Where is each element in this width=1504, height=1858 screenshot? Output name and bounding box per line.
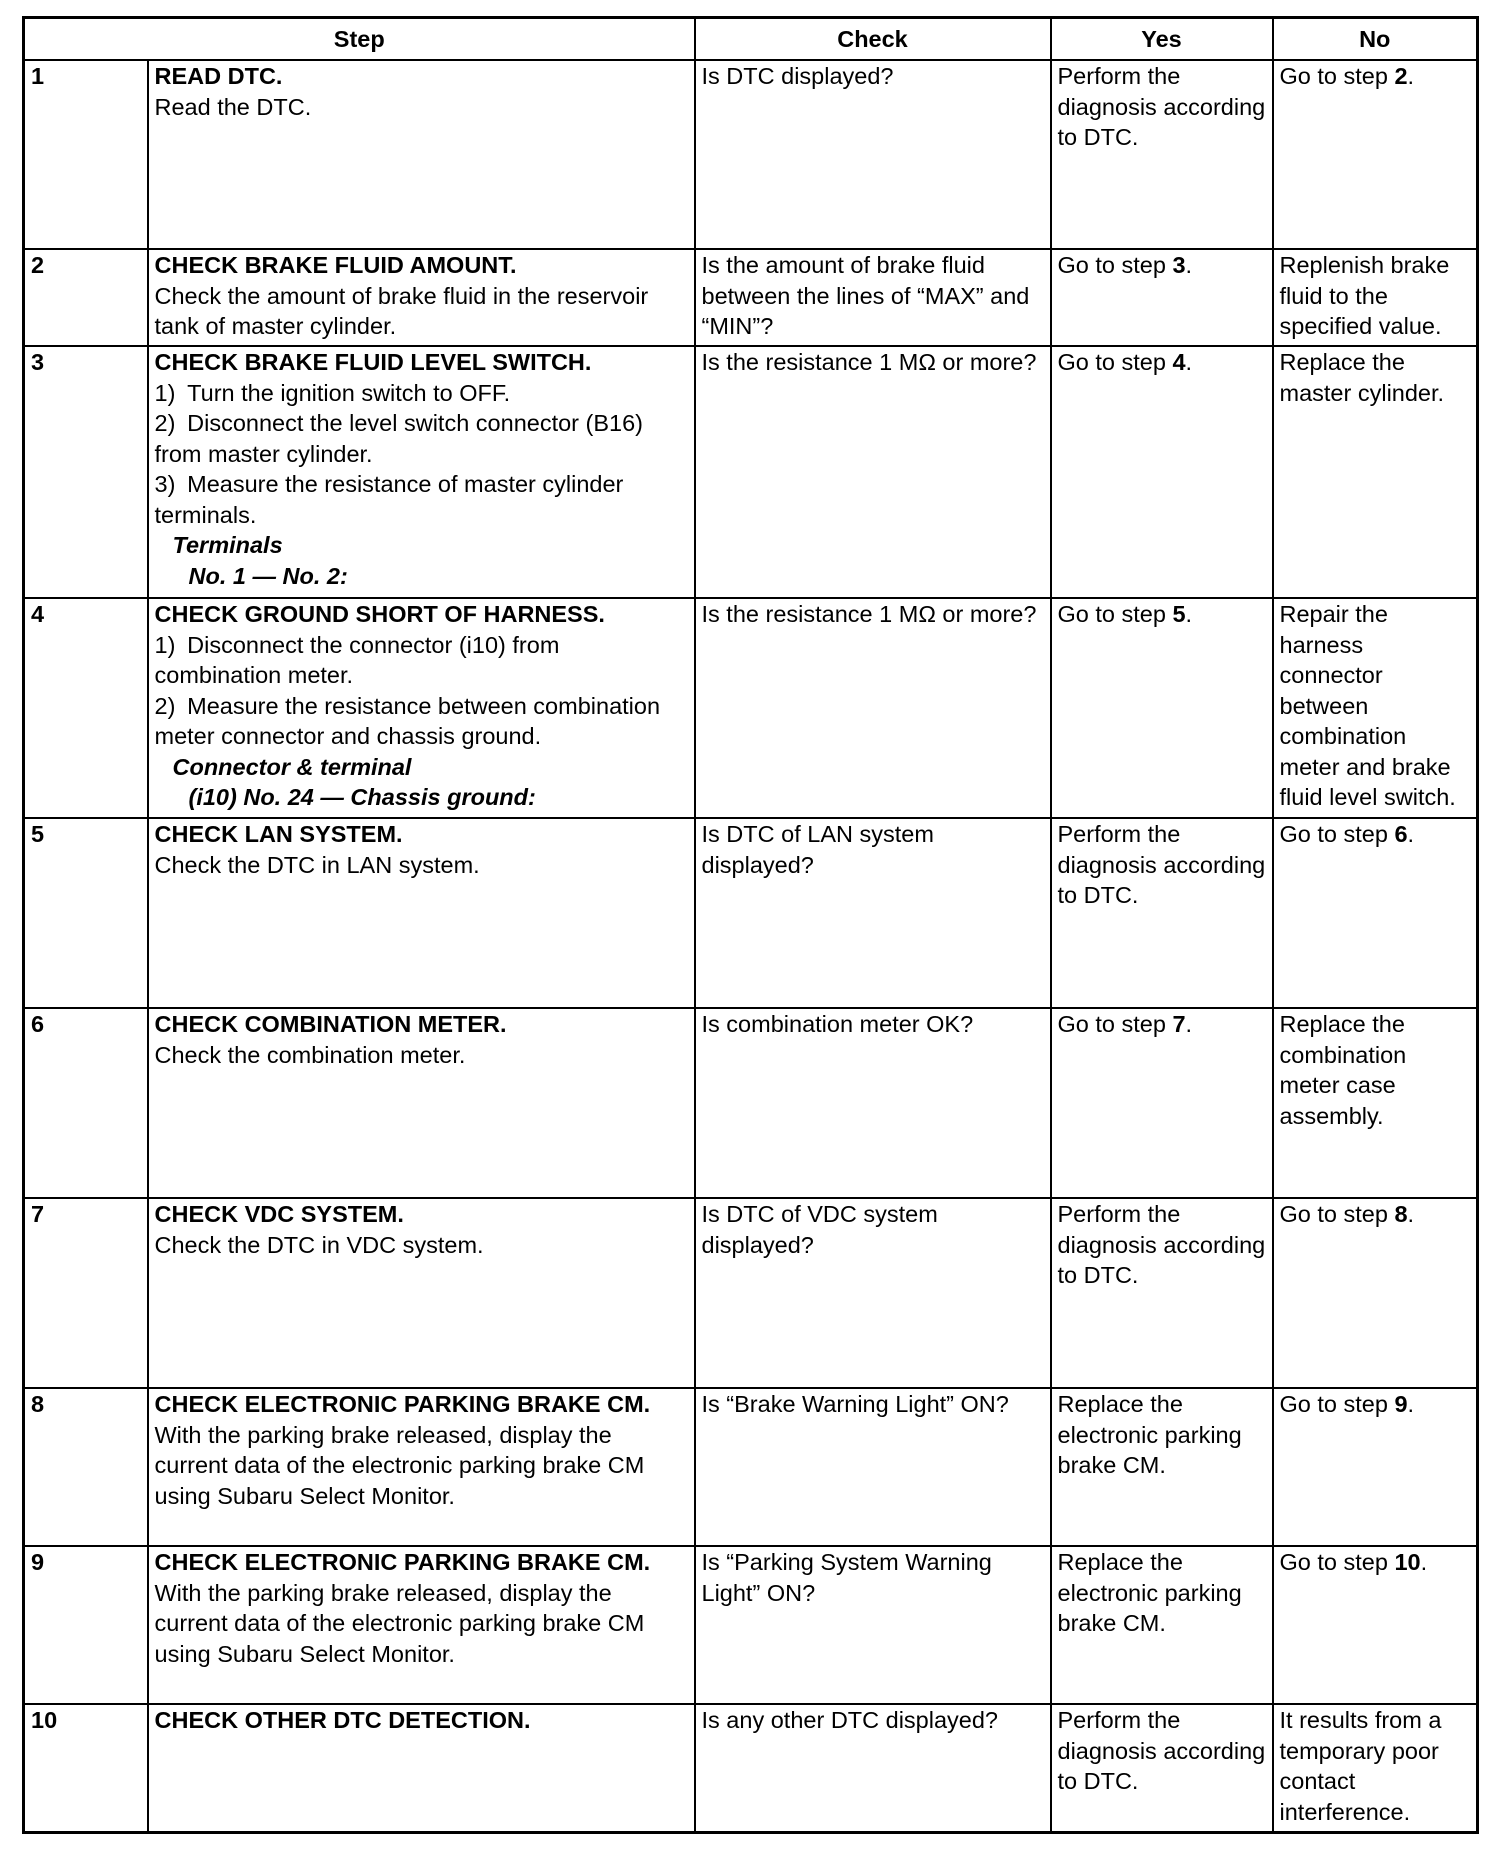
check-cell: Is DTC of VDC system displayed? (695, 1198, 1051, 1388)
step-cell (148, 249, 695, 346)
no-prefix: Go to step (1279, 1549, 1395, 1575)
step-title: CHECK LAN SYSTEM. (154, 821, 403, 847)
step-line: 1) Turn the ignition switch to OFF. (154, 379, 511, 406)
step-title: CHECK ELECTRONIC PARKING BRAKE CM. (154, 1391, 651, 1417)
yes-cell (1051, 598, 1273, 818)
step-number: 7 (24, 1198, 148, 1388)
step-line: 1) Disconnect the connector (i10) from combination meter. (154, 631, 560, 688)
no-step-ref: 9 (1394, 1391, 1408, 1417)
no-prefix: Go to step (1279, 1391, 1395, 1417)
diagnostic-table (22, 16, 1479, 1834)
header-yes: Yes (1051, 18, 1273, 61)
step-cell (148, 598, 695, 818)
step-line: With the parking brake released, display the current data of the electronic parking brake CM using Subaru Select Monitor. (154, 1579, 645, 1667)
yes-cell: Replace the electronic parking brake CM. (1051, 1546, 1273, 1704)
step-title: CHECK GROUND SHORT OF HARNESS. (154, 601, 605, 627)
yes-prefix: Go to step (1057, 601, 1173, 627)
yes-cell (1051, 1008, 1273, 1198)
step-cell (148, 1198, 695, 1388)
no-cell: It results from a temporary poor contact interference. (1273, 1704, 1478, 1832)
no-cell: Replenish brake fluid to the specified value. (1273, 249, 1478, 346)
yes-suffix: . (1185, 601, 1193, 627)
yes-cell: Perform the diagnosis according to DTC. (1051, 818, 1273, 1008)
yes-cell (1051, 346, 1273, 598)
no-suffix: . (1420, 1549, 1428, 1575)
yes-prefix: Go to step (1057, 349, 1173, 375)
step-line: With the parking brake released, display the current data of the electronic parking brake CM using Subaru Select Monitor. (154, 1421, 645, 1509)
no-cell (1273, 1388, 1478, 1546)
terminals-value: No. 1 — No. 2: (188, 562, 348, 589)
yes-step-ref: 7 (1172, 1011, 1186, 1037)
no-cell (1273, 60, 1478, 249)
terminals-label: Terminals (172, 532, 283, 558)
table-row (24, 249, 1478, 346)
step-number: 3 (24, 346, 148, 598)
step-cell (148, 1388, 695, 1546)
header-no: No (1273, 18, 1478, 61)
table-row (24, 818, 1478, 1008)
step-line: Check the DTC in LAN system. (154, 851, 480, 878)
table-row (24, 1704, 1478, 1832)
step-number: 10 (24, 1704, 148, 1832)
table-row (24, 598, 1478, 818)
step-title: CHECK BRAKE FLUID LEVEL SWITCH. (154, 349, 592, 375)
step-line: Read the DTC. (154, 93, 312, 120)
step-number: 9 (24, 1546, 148, 1704)
table-row (24, 1388, 1478, 1546)
step-number: 6 (24, 1008, 148, 1198)
step-number: 1 (24, 60, 148, 249)
yes-suffix: . (1185, 349, 1193, 375)
check-cell: Is any other DTC displayed? (695, 1704, 1051, 1832)
no-step-ref: 10 (1394, 1549, 1421, 1575)
no-suffix: . (1407, 1391, 1415, 1417)
step-line: Check the DTC in VDC system. (154, 1231, 484, 1258)
connector-label: Connector & terminal (172, 753, 412, 780)
yes-step-ref: 5 (1172, 601, 1186, 627)
no-prefix: Go to step (1279, 821, 1395, 847)
step-title: CHECK VDC SYSTEM. (154, 1201, 404, 1227)
table-row (24, 346, 1478, 598)
step-title: CHECK BRAKE FLUID AMOUNT. (154, 252, 517, 278)
table-row (24, 1008, 1478, 1198)
step-cell (148, 1546, 695, 1704)
header-check: Check (695, 18, 1051, 61)
no-cell (1273, 1198, 1478, 1388)
check-cell: Is “Parking System Warning Light” ON? (695, 1546, 1051, 1704)
step-title: CHECK COMBINATION METER. (154, 1011, 507, 1037)
step-cell (148, 60, 695, 249)
no-prefix: Go to step (1279, 1201, 1395, 1227)
step-number: 4 (24, 598, 148, 818)
yes-suffix: . (1185, 1011, 1193, 1037)
no-cell: Replace the combination meter case assembly. (1273, 1008, 1478, 1198)
check-cell: Is the resistance 1 MΩ or more? (695, 598, 1051, 818)
step-line: 2) Measure the resistance between combination meter connector and chassis ground. (154, 692, 661, 749)
step-cell (148, 1704, 695, 1832)
step-number: 8 (24, 1388, 148, 1546)
no-suffix: . (1407, 821, 1415, 847)
yes-step-ref: 4 (1172, 349, 1186, 375)
yes-step-ref: 3 (1172, 252, 1186, 278)
header-row (24, 18, 1478, 61)
no-step-ref: 8 (1394, 1201, 1408, 1227)
no-step-ref: 6 (1394, 821, 1408, 847)
check-cell: Is “Brake Warning Light” ON? (695, 1388, 1051, 1546)
step-title: CHECK OTHER DTC DETECTION. (154, 1707, 531, 1733)
check-cell: Is the amount of brake fluid between the lines of “MAX” and “MIN”? (695, 249, 1051, 346)
step-number: 2 (24, 249, 148, 346)
table-row (24, 60, 1478, 249)
step-title: READ DTC. (154, 63, 283, 89)
no-suffix: . (1407, 1201, 1415, 1227)
check-cell: Is the resistance 1 MΩ or more? (695, 346, 1051, 598)
table-row (24, 1546, 1478, 1704)
no-prefix: Go to step (1279, 63, 1395, 89)
yes-cell: Perform the diagnosis according to DTC. (1051, 1704, 1273, 1832)
step-line: Check the amount of brake fluid in the reservoir tank of master cylinder. (154, 282, 649, 339)
no-cell (1273, 1546, 1478, 1704)
yes-cell: Perform the diagnosis according to DTC. (1051, 1198, 1273, 1388)
connector-value: (i10) No. 24 — Chassis ground: (188, 784, 536, 810)
check-cell: Is DTC displayed? (695, 60, 1051, 249)
yes-cell (1051, 249, 1273, 346)
step-cell (148, 1008, 695, 1198)
no-suffix: . (1407, 63, 1415, 89)
yes-cell: Replace the electronic parking brake CM. (1051, 1388, 1273, 1546)
check-cell: Is DTC of LAN system displayed? (695, 818, 1051, 1008)
yes-prefix: Go to step (1057, 252, 1173, 278)
no-cell (1273, 818, 1478, 1008)
step-line: 3) Measure the resistance of master cylinder terminals. (154, 471, 624, 528)
header-step: Step (24, 18, 695, 61)
check-cell: Is combination meter OK? (695, 1008, 1051, 1198)
step-cell (148, 818, 695, 1008)
yes-prefix: Go to step (1057, 1011, 1173, 1037)
table-row (24, 1198, 1478, 1388)
yes-suffix: . (1185, 252, 1193, 278)
no-step-ref: 2 (1394, 63, 1408, 89)
yes-cell: Perform the diagnosis according to DTC. (1051, 60, 1273, 249)
step-line: 2) Disconnect the level switch connector (B16) from master cylinder. (154, 410, 643, 467)
step-line: Check the combination meter. (154, 1041, 466, 1068)
step-title: CHECK ELECTRONIC PARKING BRAKE CM. (154, 1549, 651, 1575)
step-cell (148, 346, 695, 598)
no-cell: Replace the master cylinder. (1273, 346, 1478, 598)
step-number: 5 (24, 818, 148, 1008)
no-cell: Repair the harness connector between combination meter and brake fluid level switch. (1273, 598, 1478, 818)
